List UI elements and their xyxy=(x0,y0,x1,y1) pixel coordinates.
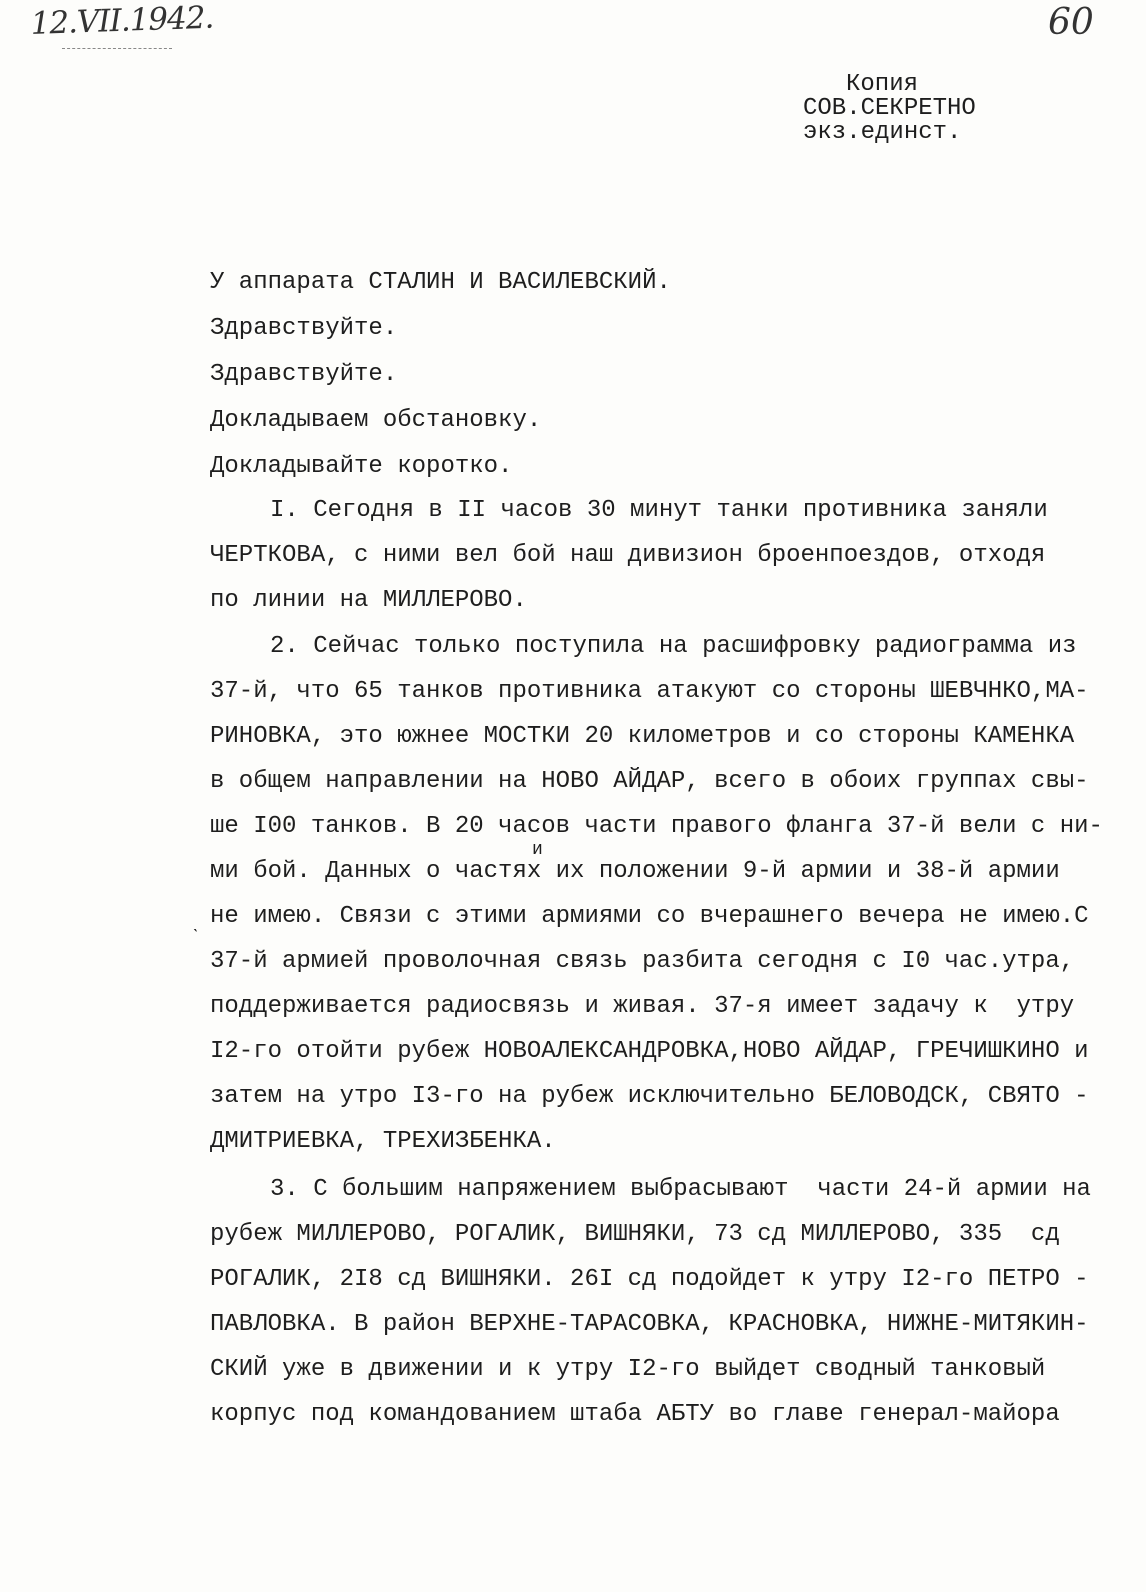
text-line-3: Здравствуйте. xyxy=(210,361,398,388)
text-line-16: 37-й армией проволочная связь разбита сегодня с I0 час.утра, xyxy=(210,948,1075,975)
text-line-22: рубеж МИЛЛЕРОВО, РОГАЛИК, ВИШНЯКИ, 73 сд МИЛЛЕРОВО, 335 сд xyxy=(210,1221,1060,1248)
text-line-11: РИНОВКА, это южнее МОСТКИ 20 километров и со стороны КАМЕНКА xyxy=(210,723,1075,750)
text-line-15: не имею. Связи с этими армиями со вчерашнего вечера не имею.С xyxy=(210,903,1089,930)
text-line-14: ми бой. Данных о частях их положении 9-й армии и 38-й армии xyxy=(210,858,1060,885)
date-underline xyxy=(62,48,172,50)
text-line-26: корпус под командованием штаба АБТУ во главе генерал-майора xyxy=(210,1401,1060,1428)
text-line-20: ДМИТРИЕВКА, ТРЕХИЗБЕНКА. xyxy=(210,1128,556,1155)
text-line-21: 3. С большим напряжением выбрасывают части 24-й армии на xyxy=(270,1176,1091,1203)
text-line-18: I2-го отойти рубеж НОВОАЛЕКСАНДРОВКА,НОВО АЙДАР, ГРЕЧИШКИНО и xyxy=(210,1038,1089,1065)
handwritten-date: 12.VII.1942. xyxy=(30,0,214,42)
text-line-1: У аппарата СТАЛИН И ВАСИЛЕВСКИЙ. xyxy=(210,269,671,296)
insertion-mark: и xyxy=(532,840,543,860)
text-line-7: ЧЕРТКОВА, с ними вел бой наш дивизион броенпоездов, отходя xyxy=(210,542,1046,569)
text-line-17: поддерживается радиосвязь и живая. 37-я имеет задачу к утру xyxy=(210,993,1075,1020)
classification-label: СОВ.СЕКРЕТНО xyxy=(803,95,976,122)
text-line-8: по линии на МИЛЛЕРОВО. xyxy=(210,587,527,614)
text-line-25: СКИЙ уже в движении и к утру I2-го выйдет сводный танковый xyxy=(210,1356,1046,1383)
handwritten-page-number: 60 xyxy=(1048,2,1094,43)
text-line-9: 2. Сейчас только поступила на расшифровку радиограмма из xyxy=(270,633,1077,660)
text-line-24: ПАВЛОВКА. В район ВЕРХНЕ-ТАРАСОВКА, КРАСНОВКА, НИЖНЕ-МИТЯКИН- xyxy=(210,1311,1089,1338)
text-line-2: Здравствуйте. xyxy=(210,315,398,342)
text-line-4: Докладываем обстановку. xyxy=(210,407,542,434)
copies-label: экз.единст. xyxy=(803,119,962,146)
text-line-19: затем на утро I3-го на рубеж исключительно БЕЛОВОДСК, СВЯТО - xyxy=(210,1083,1089,1110)
text-line-23: РОГАЛИК, 2I8 сд ВИШНЯКИ. 26I сд подойдет к утру I2-го ПЕТРО - xyxy=(210,1266,1089,1293)
text-line-10: 37-й, что 65 танков противника атакуют со стороны ШЕВЧНКО,МА- xyxy=(210,678,1089,705)
copy-label: Копия xyxy=(846,71,919,98)
text-line-6: I. Сегодня в II часов 30 минут танки противника заняли xyxy=(270,497,1048,524)
text-line-5: Докладывайте коротко. xyxy=(210,453,513,480)
text-line-12: в общем направлении на НОВО АЙДАР, всего в обоих группах свы- xyxy=(210,768,1089,795)
margin-tick: ˎ xyxy=(190,914,201,934)
text-line-13: ше I00 танков. В 20 часов части правого фланга 37-й вели с ни- xyxy=(210,813,1103,840)
